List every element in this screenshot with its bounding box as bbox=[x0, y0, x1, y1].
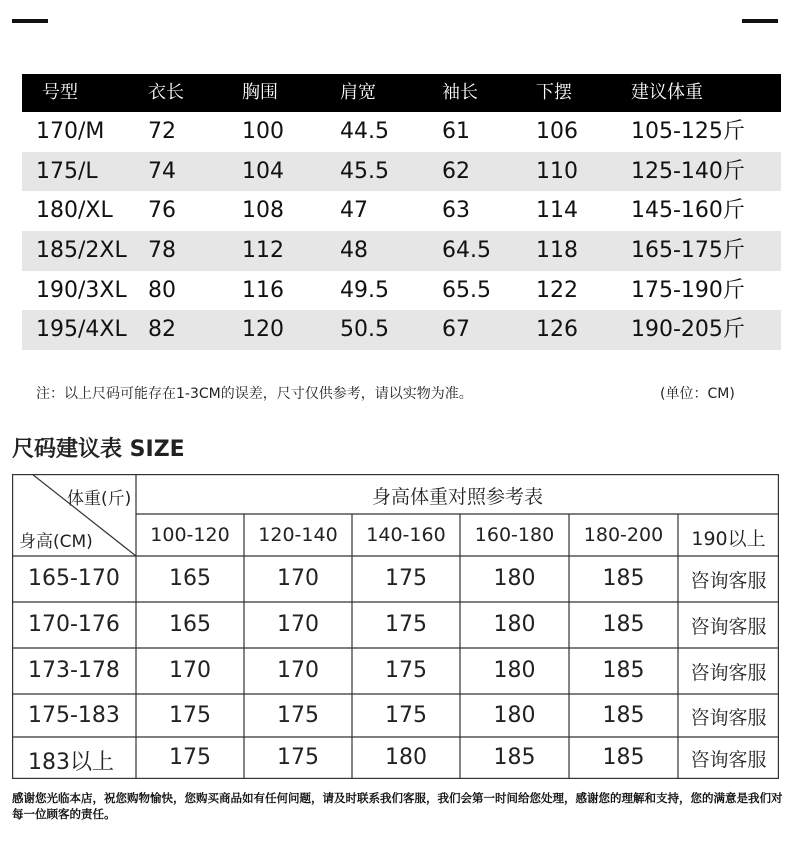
table-cell: 125-140斤 bbox=[631, 158, 745, 184]
weight-range-header: 190以上 bbox=[691, 528, 766, 550]
size-value-cell: 170 bbox=[277, 566, 319, 591]
table-cell: 165-175斤 bbox=[631, 238, 745, 264]
table-cell: 45.5 bbox=[340, 158, 389, 184]
column-header: 衣长 bbox=[148, 82, 184, 103]
size-value-cell: 185 bbox=[493, 745, 536, 770]
size-value-cell: 180 bbox=[493, 566, 536, 591]
table-cell: 190-205斤 bbox=[631, 317, 745, 343]
size-chart-table bbox=[22, 74, 781, 350]
group-header: 身高体重对照参考表 bbox=[371, 486, 543, 508]
size-value-cell: 180 bbox=[493, 702, 536, 728]
size-table-header bbox=[22, 74, 781, 112]
height-range-label: 175-183 bbox=[28, 702, 120, 728]
table-row bbox=[22, 271, 781, 311]
table-cell: 116 bbox=[242, 277, 284, 303]
consult-service-cell: 咨询客服 bbox=[690, 570, 767, 592]
table-cell: 65.5 bbox=[442, 277, 491, 303]
decorative-line-right bbox=[742, 19, 778, 23]
size-value-cell: 175 bbox=[385, 702, 427, 728]
table-cell: 170/M bbox=[36, 119, 105, 144]
size-value-cell: 175 bbox=[277, 702, 319, 728]
footer-message: 感谢您光临本店，祝您购物愉快，您购买商品如有任何问题，请及时联系我们客服，我们会第一时间给您处理，感谢您的理解和支持，您的满意是我们对每一位顾客的责任。 bbox=[12, 791, 783, 821]
table-cell: 118 bbox=[536, 238, 578, 264]
table-cell: 72 bbox=[148, 119, 176, 144]
table-row bbox=[22, 231, 781, 271]
table-cell: 61 bbox=[442, 119, 470, 144]
table-cell: 112 bbox=[242, 238, 284, 264]
table-cell: 100 bbox=[242, 119, 284, 144]
size-value-cell: 185 bbox=[602, 566, 645, 591]
table-cell: 49.5 bbox=[340, 277, 389, 303]
size-value-cell: 185 bbox=[602, 702, 645, 728]
column-header: 肩宽 bbox=[340, 82, 376, 103]
table-cell: 67 bbox=[442, 317, 470, 343]
weight-range-header: 160-180 bbox=[474, 524, 555, 546]
table-cell: 126 bbox=[536, 317, 578, 343]
size-value-cell: 175 bbox=[385, 612, 427, 637]
section-title: 尺码建议表 SIZE bbox=[12, 437, 185, 462]
size-value-cell: 175 bbox=[385, 658, 427, 683]
column-header: 袖长 bbox=[442, 82, 478, 103]
table-cell: 82 bbox=[148, 317, 176, 343]
table-cell: 190/3XL bbox=[36, 277, 127, 303]
table-cell: 175/L bbox=[36, 158, 98, 184]
consult-service-cell: 咨询客服 bbox=[690, 616, 767, 638]
table-cell: 185/2XL bbox=[36, 238, 127, 264]
table-cell: 105-125斤 bbox=[631, 119, 745, 144]
weight-range-header: 180-200 bbox=[583, 524, 664, 546]
table-cell: 80 bbox=[148, 277, 176, 303]
table-cell: 175-190斤 bbox=[631, 277, 745, 303]
table-cell: 106 bbox=[536, 119, 578, 144]
table-cell: 62 bbox=[442, 158, 470, 184]
table-cell: 50.5 bbox=[340, 317, 389, 343]
size-value-cell: 165 bbox=[169, 566, 211, 591]
table-cell: 145-160斤 bbox=[631, 198, 745, 224]
size-value-cell: 170 bbox=[277, 612, 319, 637]
size-recommendation-table bbox=[12, 474, 779, 779]
column-header: 下摆 bbox=[536, 82, 572, 103]
size-value-cell: 185 bbox=[602, 745, 645, 770]
table-cell: 64.5 bbox=[442, 238, 491, 264]
table-cell: 108 bbox=[242, 198, 284, 224]
table-row bbox=[22, 152, 781, 192]
consult-service-cell: 咨询客服 bbox=[690, 706, 767, 729]
table-cell: 114 bbox=[536, 198, 578, 224]
table-row bbox=[22, 191, 781, 231]
table-cell: 44.5 bbox=[340, 119, 389, 144]
decorative-line-left bbox=[12, 19, 48, 23]
column-header: 胸围 bbox=[242, 82, 278, 103]
size-value-cell: 175 bbox=[385, 566, 427, 591]
table-cell: 74 bbox=[148, 158, 176, 184]
size-value-cell: 170 bbox=[277, 658, 319, 683]
size-value-cell: 175 bbox=[169, 702, 211, 728]
size-value-cell: 170 bbox=[169, 658, 211, 683]
size-value-cell: 175 bbox=[277, 745, 319, 770]
size-value-cell: 180 bbox=[385, 745, 427, 770]
table-row bbox=[22, 310, 781, 350]
table-cell: 122 bbox=[536, 277, 578, 303]
table-cell: 78 bbox=[148, 238, 176, 264]
weight-range-header: 120-140 bbox=[258, 524, 338, 546]
size-value-cell: 180 bbox=[493, 658, 536, 683]
weight-range-header: 140-160 bbox=[366, 524, 446, 546]
unit-label: (单位：CM) bbox=[660, 386, 735, 402]
table-cell: 63 bbox=[442, 198, 470, 224]
size-value-cell: 175 bbox=[169, 745, 211, 770]
weight-range-header: 100-120 bbox=[150, 524, 230, 546]
size-value-cell: 180 bbox=[493, 612, 536, 637]
corner-height-label: 身高(CM) bbox=[19, 532, 93, 552]
consult-service-cell: 咨询客服 bbox=[690, 662, 767, 684]
table-cell: 120 bbox=[242, 317, 284, 343]
size-value-cell: 165 bbox=[169, 612, 211, 637]
height-range-label: 170-176 bbox=[28, 612, 120, 637]
table-cell: 47 bbox=[340, 198, 368, 224]
table-cell: 180/XL bbox=[36, 198, 113, 224]
table-cell: 110 bbox=[536, 158, 578, 184]
corner-weight-label: 体重(斤) bbox=[67, 489, 132, 509]
column-header: 号型 bbox=[42, 82, 78, 103]
size-value-cell: 185 bbox=[602, 612, 645, 637]
height-range-label: 173-178 bbox=[28, 658, 120, 683]
table-cell: 76 bbox=[148, 198, 176, 224]
height-range-label: 183以上 bbox=[28, 750, 114, 775]
column-header: 建议体重 bbox=[631, 82, 703, 103]
height-range-label: 165-170 bbox=[28, 566, 120, 591]
measurement-note: 注：以上尺码可能存在1-3CM的误差，尺寸仅供参考，请以实物为准。 bbox=[36, 386, 473, 402]
table-cell: 104 bbox=[242, 158, 284, 184]
size-value-cell: 185 bbox=[602, 658, 645, 683]
table-cell: 48 bbox=[340, 238, 368, 264]
table-row bbox=[22, 112, 781, 152]
table-cell: 195/4XL bbox=[36, 317, 127, 343]
consult-service-cell: 咨询客服 bbox=[690, 749, 767, 771]
